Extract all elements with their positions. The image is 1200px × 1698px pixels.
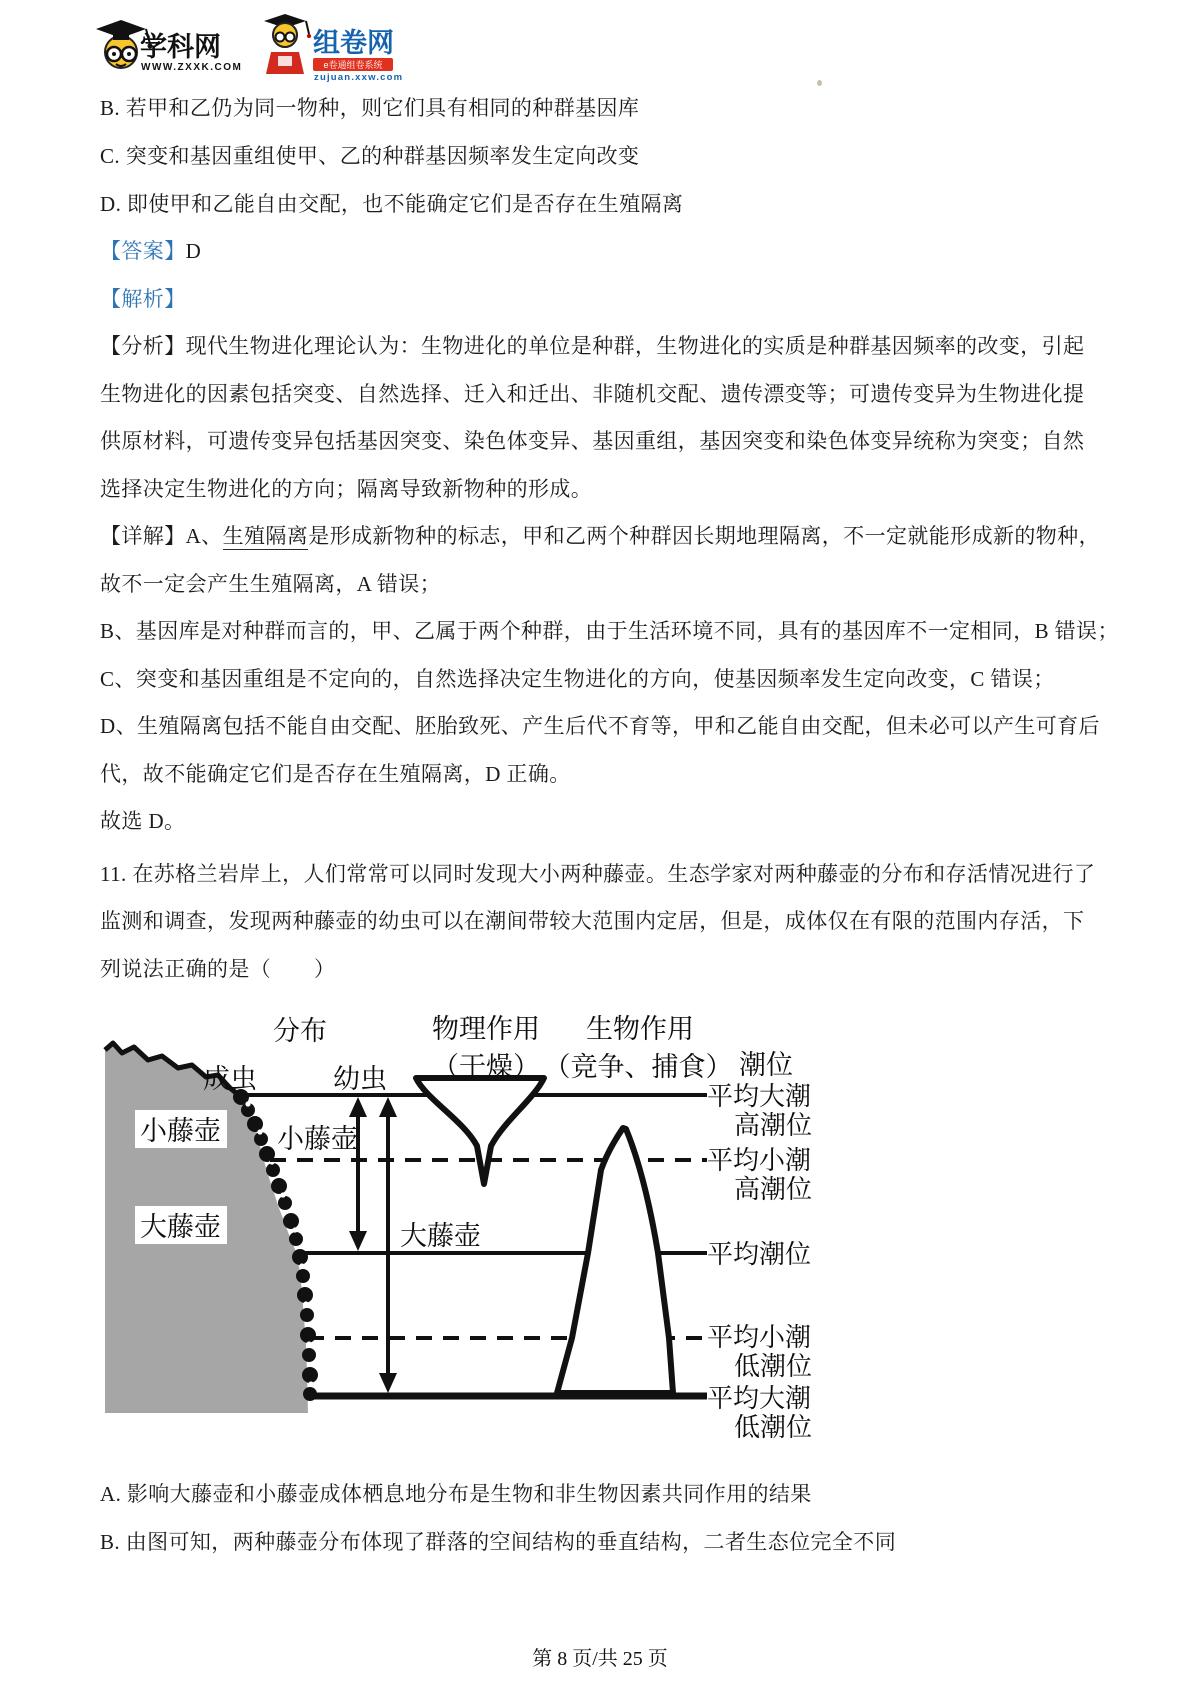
q11-stem-line-1: 11. 在苏格兰岩岸上，人们常常可以同时发现大小两种藤壶。生态学家对两种藤壶的分布和存活情况进行了 [100,862,1096,886]
q10-option-b: B. 若甲和乙仍为同一物种，则它们具有相同的种群基因库 [100,96,640,120]
header-distribution: 分布 [273,1016,327,1046]
q10-xiangjie-b: B、基因库是对种群而言的，甲、乙属于两个种群，由于生活环境不同，具有的基因库不一定相同，B 错误； [100,619,1119,643]
q10-fenxi-line-1: 【分析】现代生物进化理论认为：生物进化的单位是种群，生物进化的实质是种群基因频率的改变，引起 [100,334,1085,358]
xiangjie-a-rest: 是形成新物种的标志，甲和乙两个种群因长期地理隔离，不一定就能形成新的物种， [308,524,1100,548]
diagram-svg [100,1000,860,1450]
tide-label-3a: 平均潮位 [707,1240,812,1269]
q10-answer-line [100,235,201,265]
tide-label-4a: 平均小潮 [707,1323,812,1352]
logos-svg [88,8,408,82]
barnacle-tide-diagram [100,1000,860,1455]
q11-stem-line-2: 监测和调查，发现两种藤壶的幼虫可以在潮间带较大范围内定居，但是，成体仅在有限的范围内存活，下 [100,909,1085,933]
q10-xiangjie-c: C、突变和基因重组是不定向的，自然选择决定生物进化的方向，使基因频率发生定向改变，C 错误； [100,667,1055,691]
tide-label-5a: 平均大潮 [707,1384,812,1413]
large-barnacle-range-arrow [379,1097,397,1393]
xkw-logo-text: 学科网 [140,32,221,62]
q10-xiangjie-a-line-2: 故不一定会产生生殖隔离，A 错误； [100,572,442,596]
analysis-label: 【解析】 [100,287,186,311]
answer-value: D [185,239,202,263]
q10-xiangjie-d-line-2: 代，故不能确定它们是否存在生殖隔离，D 正确。 [100,762,571,786]
biological-action-peak-shape [557,1128,673,1393]
scan-artifact-speck [817,80,822,86]
q10-xiangjie-d-line-1: D、生殖隔离包括不能自由交配、胚胎致死、产生后代不育等，甲和乙能自由交配，但未必可以产生可育后 [100,714,1100,738]
answer-label: 【答案】 [100,239,186,263]
zujuan-logo-url: zujuan.xxw.com [314,72,404,82]
tide-label-2b: 高潮位 [734,1175,813,1204]
xkw-logo-url: WWW.ZXXK.COM [141,62,243,73]
q10-fenxi-line-4: 选择决定生物进化的方向；隔离导致新物种的形成。 [100,477,593,501]
physical-action-funnel-shape [416,1078,544,1184]
q11-option-b: B. 由图可知，两种藤壶分布体现了群落的空间结构的垂直结构，二者生态位完全不同 [100,1530,897,1554]
q10-option-d: D. 即使甲和乙能自由交配，也不能确定它们是否存在生殖隔离 [100,192,684,216]
xiangjie-a-prefix: 【详解】A、 [100,524,223,548]
range-label-large: 大藤壶 [400,1221,481,1251]
xiangjie-a-underlined-term: 生殖隔离 [222,524,309,548]
tide-label-1b: 高潮位 [734,1111,813,1140]
q10-fenxi-line-3: 供原材料，可遗传变异包括基因突变、染色体变异、基因重组，基因突变和染色体变异统称为突变；自然 [100,429,1085,453]
zujuan-banner-text: e卷通组卷系统 [323,60,383,70]
header-biological-sub: （竞争、捕食） [543,1052,733,1082]
tide-label-4b: 低潮位 [734,1352,813,1381]
header-logos [88,8,408,87]
small-barnacle-range-arrow [349,1097,367,1251]
q10-analysis-line [100,283,186,313]
page-number: 第 8 页/共 25 页 [532,1648,668,1670]
header-physical-sub: （干燥） [432,1052,540,1082]
header-larva: 幼虫 [333,1064,387,1094]
tide-label-5b: 低潮位 [734,1413,813,1442]
q10-conclusion: 故选 D。 [100,809,186,833]
q11-option-a: A. 影响大藤壶和小藤壶成体栖息地分布是生物和非生物因素共同作用的结果 [100,1482,812,1506]
zujuan-logo-text: 组卷网 [313,28,394,58]
rock-label-large: 大藤壶 [140,1212,221,1242]
header-biological: 生物作用 [586,1014,694,1044]
q10-fenxi-line-2: 生物进化的因素包括突变、自然选择、迁入和迁出、非随机交配、遗传漂变等；可遗传变异为生物进化提 [100,382,1085,406]
q11-stem-line-3: 列说法正确的是（ ） [100,957,336,981]
header-adult: 成虫 [203,1064,257,1094]
tide-label-2a: 平均小潮 [707,1146,812,1175]
tide-level-labels [707,1082,812,1442]
tide-label-1a: 平均大潮 [707,1082,812,1111]
header-physical: 物理作用 [432,1014,540,1044]
rock-label-small: 小藤壶 [140,1116,221,1146]
header-tide: 潮位 [739,1050,793,1080]
range-label-small: 小藤壶 [277,1124,358,1154]
q10-xiangjie-a-line-1 [100,520,1100,550]
q10-option-c: C. 突变和基因重组使甲、乙的种群基因频率发生定向改变 [100,144,640,168]
zujuan-mascot-icon [264,14,311,74]
